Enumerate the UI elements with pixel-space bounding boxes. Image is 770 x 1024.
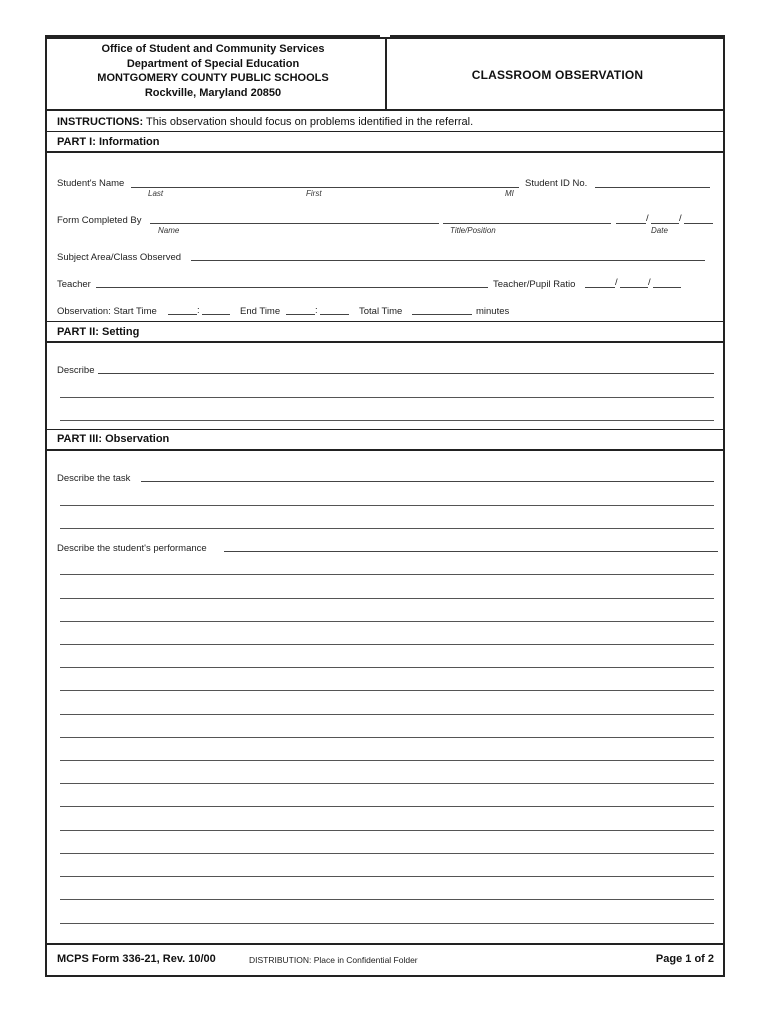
page-indicator: Page 1 of 2 bbox=[655, 953, 714, 965]
task-line-1[interactable] bbox=[141, 481, 714, 482]
performance-line[interactable] bbox=[60, 598, 714, 599]
first-caption: First bbox=[306, 189, 322, 198]
performance-line[interactable] bbox=[60, 760, 714, 761]
ratio-separator-1: / bbox=[615, 277, 618, 288]
date-month-field[interactable] bbox=[616, 223, 646, 224]
start-time-colon: : bbox=[197, 305, 200, 316]
ratio-field-3[interactable] bbox=[653, 287, 681, 288]
part2-bottom-rule bbox=[47, 429, 723, 430]
part3-title: PART III: Observation bbox=[57, 433, 170, 445]
setting-line-1[interactable] bbox=[98, 373, 714, 374]
total-time-field[interactable] bbox=[412, 314, 472, 315]
date-day-field[interactable] bbox=[651, 223, 679, 224]
performance-line[interactable] bbox=[60, 644, 714, 645]
subject-area-label: Subject Area/Class Observed bbox=[57, 252, 182, 263]
performance-line-1[interactable] bbox=[224, 551, 718, 552]
performance-line[interactable] bbox=[60, 690, 714, 691]
ratio-field-2[interactable] bbox=[620, 287, 648, 288]
instructions-text: This observation should focus on problems identified in the referral. bbox=[146, 116, 474, 128]
performance-line[interactable] bbox=[60, 899, 714, 900]
header-divider bbox=[385, 37, 387, 110]
date-caption: Date bbox=[651, 226, 668, 235]
part1-bottom-rule bbox=[47, 321, 723, 322]
performance-line[interactable] bbox=[60, 853, 714, 854]
performance-line[interactable] bbox=[60, 621, 714, 622]
title-position-field[interactable] bbox=[443, 223, 611, 224]
office-line-1: Office of Student and Community Services bbox=[101, 43, 325, 55]
office-line-2: Department of Special Education bbox=[126, 57, 300, 70]
minutes-label: minutes bbox=[476, 306, 510, 317]
start-minute-field[interactable] bbox=[202, 314, 230, 315]
ratio-separator-2: / bbox=[648, 277, 651, 288]
date-separator-2: / bbox=[679, 213, 682, 224]
subject-area-field[interactable] bbox=[191, 260, 705, 261]
top-rule-left bbox=[45, 35, 380, 39]
top-rule-right bbox=[390, 35, 725, 39]
instructions-rule bbox=[47, 131, 723, 132]
date-separator-1: / bbox=[646, 213, 649, 224]
footer-rule bbox=[47, 943, 723, 945]
name-caption: Name bbox=[158, 226, 180, 235]
instructions-label: INSTRUCTIONS: bbox=[57, 116, 144, 128]
header-bottom-rule bbox=[47, 109, 723, 111]
performance-line[interactable] bbox=[60, 667, 714, 668]
form-title: CLASSROOM OBSERVATION bbox=[471, 68, 644, 82]
office-address-block bbox=[47, 42, 379, 108]
completed-by-name-field[interactable] bbox=[150, 223, 439, 224]
part2-rule bbox=[47, 341, 723, 343]
performance-line[interactable] bbox=[60, 923, 714, 924]
part2-title: PART II: Setting bbox=[57, 326, 140, 338]
performance-line[interactable] bbox=[60, 830, 714, 831]
date-year-field[interactable] bbox=[684, 223, 713, 224]
title-position-caption: Title/Position bbox=[450, 226, 496, 235]
performance-line[interactable] bbox=[60, 574, 714, 575]
performance-line[interactable] bbox=[60, 783, 714, 784]
form-number: MCPS Form 336-21, Rev. 10/00 bbox=[57, 953, 216, 965]
instructions bbox=[57, 116, 473, 128]
setting-line-2[interactable] bbox=[60, 397, 714, 398]
form-completed-label: Form Completed By bbox=[57, 215, 142, 226]
task-line-2[interactable] bbox=[60, 505, 714, 506]
part1-title: PART I: Information bbox=[57, 136, 160, 148]
performance-line[interactable] bbox=[60, 737, 714, 738]
setting-describe-label: Describe bbox=[57, 365, 95, 376]
ratio-label: Teacher/Pupil Ratio bbox=[493, 279, 576, 290]
end-minute-field[interactable] bbox=[320, 314, 349, 315]
end-time-label: End Time bbox=[240, 306, 281, 317]
task-line-3[interactable] bbox=[60, 528, 714, 529]
total-time-label: Total Time bbox=[359, 306, 403, 317]
form-frame bbox=[45, 37, 725, 977]
last-caption: Last bbox=[148, 189, 164, 198]
ratio-field-1[interactable] bbox=[585, 287, 615, 288]
office-line-4: Rockville, Maryland 20850 bbox=[144, 86, 282, 99]
student-name-label: Student's Name bbox=[57, 178, 125, 189]
part3-rule bbox=[47, 449, 723, 451]
teacher-label: Teacher bbox=[57, 279, 91, 290]
performance-line[interactable] bbox=[60, 714, 714, 715]
office-line-3: MONTGOMERY COUNTY PUBLIC SCHOOLS bbox=[97, 72, 329, 84]
student-id-field[interactable] bbox=[595, 187, 710, 188]
part1-rule bbox=[47, 151, 723, 153]
start-hour-field[interactable] bbox=[168, 314, 197, 315]
end-time-colon: : bbox=[315, 305, 318, 316]
setting-line-3[interactable] bbox=[60, 420, 714, 421]
student-name-field[interactable] bbox=[131, 187, 519, 188]
distribution-note: DISTRIBUTION: Place in Confidential Folder bbox=[249, 955, 418, 965]
teacher-field[interactable] bbox=[96, 287, 488, 288]
end-hour-field[interactable] bbox=[286, 314, 315, 315]
mi-caption: MI bbox=[505, 189, 514, 198]
performance-line[interactable] bbox=[60, 876, 714, 877]
student-id-label: Student ID No. bbox=[525, 178, 588, 189]
performance-label: Describe the student's performance bbox=[57, 543, 207, 554]
start-time-label: Observation: Start Time bbox=[57, 306, 157, 317]
task-label: Describe the task bbox=[57, 473, 131, 484]
performance-line[interactable] bbox=[60, 806, 714, 807]
